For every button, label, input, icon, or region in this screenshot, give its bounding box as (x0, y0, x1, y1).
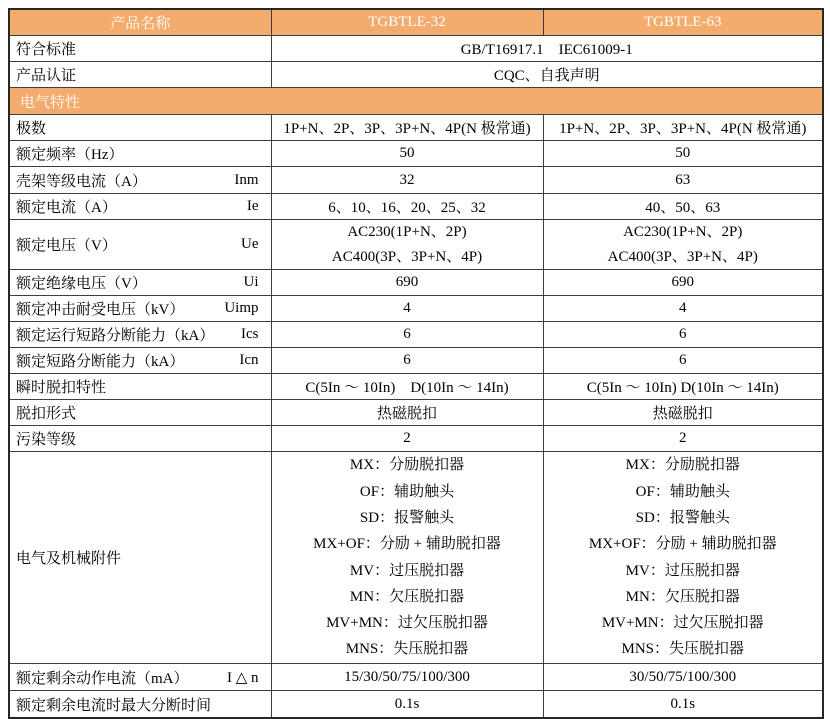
row-value-model-2: 热磁脱扣 (543, 400, 823, 426)
row-symbol: Uimp (224, 300, 259, 316)
standards-value-cell: GB/T16917.1 IEC61009-1 (271, 36, 823, 62)
accessory-line: SD：报警触头 (359, 509, 455, 526)
voltage-line: AC230(1P+N、2P) (623, 224, 743, 240)
row-value-model-1: 2 (271, 426, 543, 452)
row-value-model-1: 6 (271, 348, 543, 374)
accessory-line: MV：过压脱扣器 (349, 562, 465, 579)
row-symbol: Inm (234, 171, 259, 188)
row-label-cell (9, 322, 271, 348)
row-value-model-2: 6 (543, 322, 823, 348)
row-label: 电气及机械附件 (16, 551, 122, 567)
voltage-row (9, 220, 823, 270)
row-label: 额定冲击耐受电压（kV） (16, 302, 185, 318)
certification-label-cell (9, 62, 271, 88)
accessory-line: MX+OF：分励 + 辅助脱扣器 (313, 536, 501, 553)
row-label: 极数 (16, 121, 47, 137)
row-value-model-1: 4 (271, 296, 543, 322)
section-header-row (9, 88, 823, 115)
voltage-line: AC400(3P、3P+N、4P) (331, 248, 483, 265)
accessory-line: OF：辅助触头 (359, 483, 455, 500)
row-label-cell (9, 691, 271, 719)
row-label-cell (9, 426, 271, 452)
row-label-cell (9, 374, 271, 400)
row-label: 额定电压（V） (16, 238, 117, 254)
accessory-line: MX+OF：分励 + 辅助脱扣器 (588, 536, 777, 553)
table-row (9, 167, 823, 194)
table-row (9, 194, 823, 220)
section-title: 电气特性 (9, 88, 823, 115)
row-value-model-2: 50 (543, 141, 823, 167)
row-value-model-2: 30/50/75/100/300 (543, 664, 823, 691)
row-value-model-2: 4 (543, 296, 823, 322)
accessory-line: MN：欠压脱扣器 (349, 588, 465, 605)
row-label: 额定短路分断能力（kA） (16, 354, 185, 370)
row-symbol: Ue (241, 236, 259, 252)
accessory-line: MX：分励脱扣器 (349, 457, 465, 474)
row-value-model-2: 40、50、63 (543, 194, 823, 220)
table-row (9, 426, 823, 452)
certification-value-cell: CQC、自我声明 (271, 62, 823, 88)
row-label-cell (9, 452, 271, 664)
row-label-cell (9, 270, 271, 296)
row-value-model-1: 32 (271, 167, 543, 194)
row-label: 额定电流（A） (16, 200, 117, 216)
row-label-cell (9, 141, 271, 167)
product-name-header: 产品名称 (9, 9, 271, 36)
table-row (9, 664, 823, 691)
accessory-line: MNS：失压脱扣器 (621, 641, 744, 658)
row-value-model-2: 2 (543, 426, 823, 452)
row-symbol: Ui (243, 274, 259, 290)
row-label: 额定运行短路分断能力（kA） (16, 328, 215, 344)
table-row (9, 322, 823, 348)
row-label-cell (9, 348, 271, 374)
row-value-model-1: 50 (271, 141, 543, 167)
row-label-cell (9, 194, 271, 220)
row-symbol: I △ n (226, 669, 259, 686)
standards-label-cell (9, 36, 271, 62)
row-label: 额定剩余动作电流（mA） (16, 670, 189, 687)
table-row (9, 691, 823, 719)
row-label: 壳架等级电流（A） (16, 173, 147, 190)
row-symbol: Ics (241, 326, 259, 342)
accessory-line: MX：分励脱扣器 (625, 457, 740, 474)
row-value-model-2: 1P+N、2P、3P、3P+N、4P(N 极常通) (543, 115, 823, 141)
table-row (9, 141, 823, 167)
row-value-model-1: 690 (271, 270, 543, 296)
row-label-cell (9, 400, 271, 426)
row-value-model-2: 63 (543, 167, 823, 194)
row-value-model-1: 热磁脱扣 (271, 400, 543, 426)
row-value-model-2: 0.1s (543, 691, 823, 719)
row-value-model-2: 6 (543, 348, 823, 374)
row-label-cell (9, 220, 271, 270)
row-value-model-2: 690 (543, 270, 823, 296)
row-value-model-1: 6 (271, 322, 543, 348)
table-row (9, 374, 823, 400)
row-label-cell (9, 115, 271, 141)
row-value-model-1 (271, 220, 543, 270)
row-label: 额定频率（Hz） (16, 147, 124, 163)
table-row (9, 400, 823, 426)
row-symbol: Icn (239, 352, 259, 368)
row-symbol: Ie (246, 198, 259, 214)
accessory-line: MV+MN：过欠压脱扣器 (326, 615, 488, 632)
voltage-line: AC230(1P+N、2P) (347, 224, 467, 240)
product-spec-table (8, 8, 824, 719)
row-label: 脱扣形式 (16, 406, 77, 422)
accessory-line: MNS：失压脱扣器 (345, 641, 469, 658)
row-value-model-1: 6、10、16、20、25、32 (271, 194, 543, 220)
voltage-line: AC400(3P、3P+N、4P) (607, 248, 758, 265)
row-value-model-2 (543, 452, 823, 664)
certification-row (9, 62, 823, 88)
accessory-line: OF：辅助触头 (635, 483, 730, 500)
row-label: 额定剩余电流时最大分断时间 (16, 697, 212, 714)
accessory-line: MV：过压脱扣器 (625, 562, 740, 579)
table-header-row (9, 9, 823, 36)
table-row (9, 270, 823, 296)
row-label-cell (9, 664, 271, 691)
row-label: 污染等级 (16, 432, 77, 448)
table-row (9, 296, 823, 322)
model-1-header: TGBTLE-32 (271, 9, 543, 36)
row-value-model-2: C(5In ～ 10In) D(10In ～ 14In) (543, 374, 823, 400)
row-label: 瞬时脱扣特性 (16, 380, 107, 396)
row-value-model-1 (271, 452, 543, 664)
table-row (9, 348, 823, 374)
accessory-line: MN：欠压脱扣器 (625, 588, 740, 605)
row-value-model-1: 0.1s (271, 691, 543, 719)
row-value-model-2 (543, 220, 823, 270)
model-2-header: TGBTLE-63 (543, 9, 823, 36)
row-label-cell (9, 296, 271, 322)
standards-row (9, 36, 823, 62)
row-value-model-1: 15/30/50/75/100/300 (271, 664, 543, 691)
row-label: 符合标准 (16, 42, 77, 58)
row-label: 额定绝缘电压（V） (16, 276, 147, 292)
accessory-line: MV+MN：过欠压脱扣器 (601, 615, 764, 632)
row-value-model-1: 1P+N、2P、3P、3P+N、4P(N 极常通) (271, 115, 543, 141)
table-row (9, 115, 823, 141)
accessories-row (9, 452, 823, 664)
accessory-line: SD：报警触头 (635, 509, 730, 526)
row-label: 产品认证 (16, 68, 77, 84)
row-label-cell (9, 167, 271, 194)
row-value-model-1: C(5In ～ 10In) D(10In ～ 14In) (271, 374, 543, 400)
